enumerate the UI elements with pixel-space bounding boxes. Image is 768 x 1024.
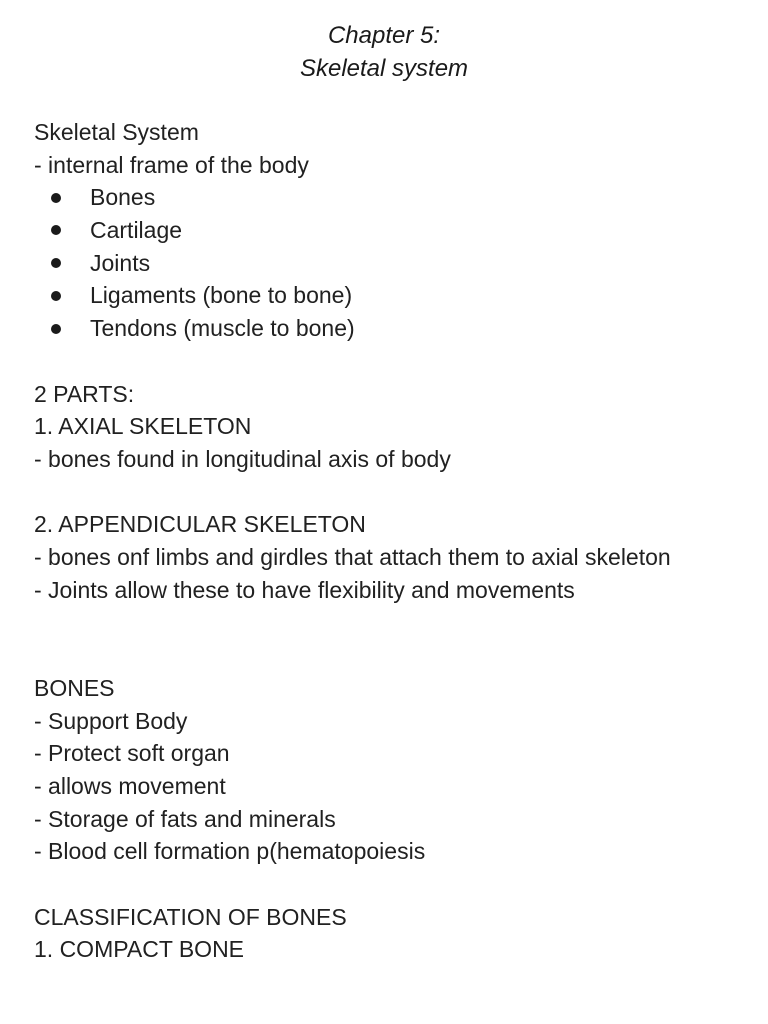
axial-skeleton-desc: - bones found in longitudinal axis of body xyxy=(34,445,451,472)
list-item-label: Ligaments (bone to bone) xyxy=(90,282,353,309)
document-body xyxy=(34,116,734,966)
spacer xyxy=(34,345,734,378)
list-item xyxy=(34,214,734,247)
bullet-icon xyxy=(51,291,61,301)
bone-function-item: - Protect soft organ xyxy=(34,740,230,767)
spacer xyxy=(34,868,734,901)
list-item-label: Tendons (muscle to bone) xyxy=(90,315,355,342)
chapter-number: Chapter 5: xyxy=(327,22,441,49)
bullet-icon xyxy=(51,193,61,203)
bullet-icon xyxy=(51,258,61,268)
classification-heading: CLASSIFICATION OF BONES xyxy=(34,903,347,930)
compact-bone-item: 1. COMPACT BONE xyxy=(34,936,245,963)
bone-function-item: - allows movement xyxy=(34,772,226,799)
list-item xyxy=(34,312,734,345)
list-item-label: Joints xyxy=(90,249,151,276)
bullet-icon xyxy=(51,225,61,235)
skeletal-components-list xyxy=(34,181,734,344)
list-item xyxy=(34,181,734,214)
bone-function-item: - Storage of fats and minerals xyxy=(34,805,336,832)
list-item-label: Cartilage xyxy=(90,217,183,244)
bones-heading: BONES xyxy=(34,674,115,701)
chapter-name: Skeletal system xyxy=(299,55,469,82)
spacer xyxy=(34,476,734,509)
skeletal-definition: - internal frame of the body xyxy=(34,151,309,178)
skeletal-heading: Skeletal System xyxy=(34,119,199,145)
appendicular-skeleton-title: 2. APPENDICULAR SKELETON xyxy=(34,511,366,538)
appendicular-skeleton-desc: - bones onf limbs and girdles that attach them to axial skeleton xyxy=(34,544,671,571)
bullet-icon xyxy=(51,324,61,334)
joints-note: - Joints allow these to have flexibility and movements xyxy=(34,576,575,603)
chapter-title xyxy=(0,19,768,85)
bone-function-item: - Support Body xyxy=(34,707,188,734)
list-item-label: Bones xyxy=(90,184,156,211)
bone-function-item: - Blood cell formation p(hematopoiesis xyxy=(34,838,426,865)
axial-skeleton-title: 1. AXIAL SKELETON xyxy=(34,413,252,440)
list-item xyxy=(34,247,734,280)
spacer xyxy=(34,606,734,671)
parts-heading: 2 PARTS: xyxy=(34,380,135,407)
list-item xyxy=(34,279,734,312)
